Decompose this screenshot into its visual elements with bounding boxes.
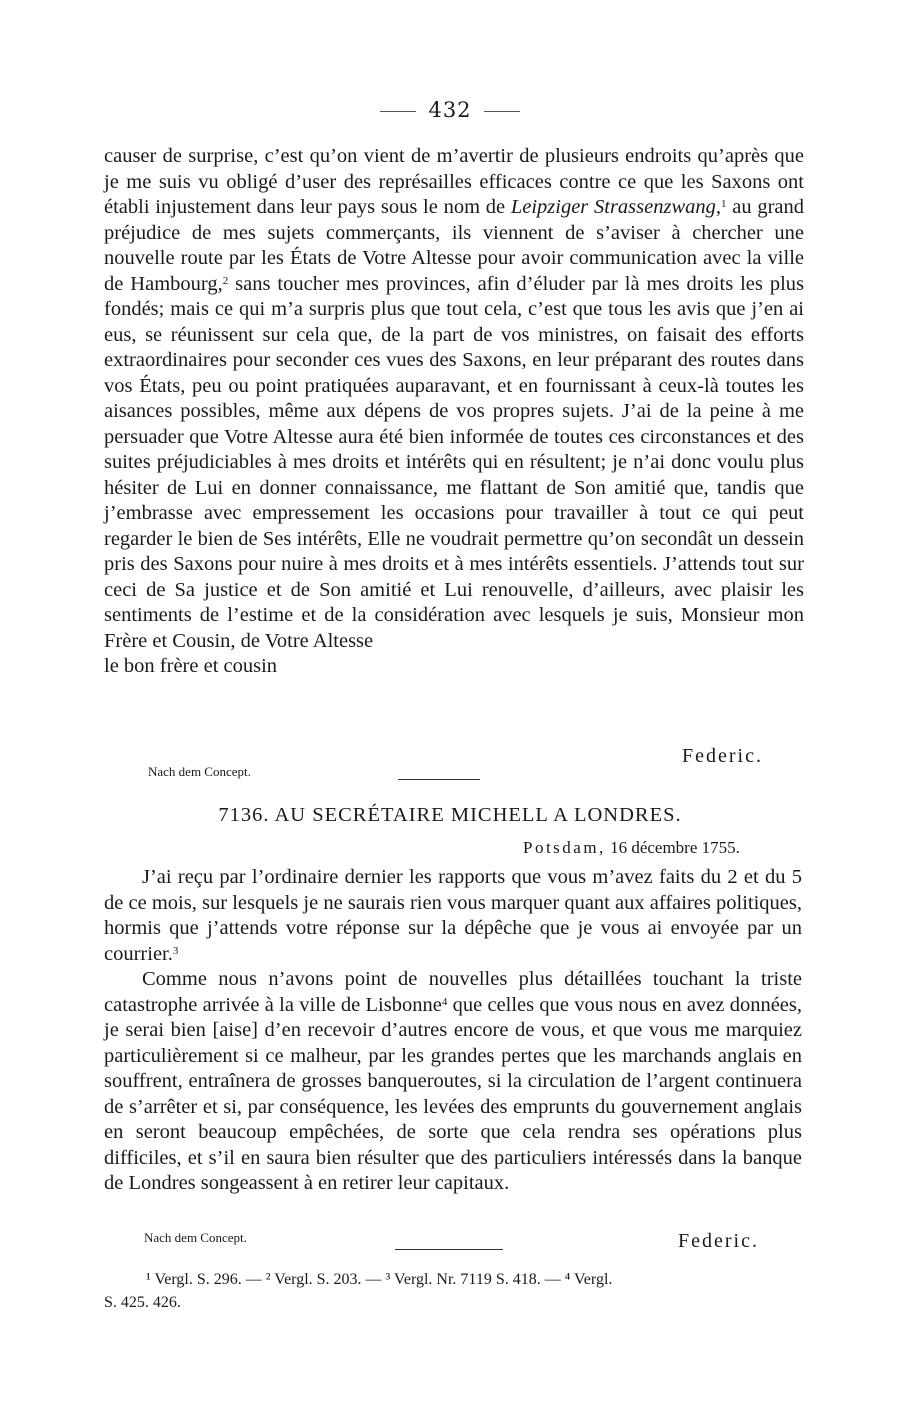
section-divider-2: [395, 1249, 503, 1250]
footnote-ref-3: 3: [172, 944, 179, 957]
footnote-line-2: S. 425. 426.: [104, 1294, 181, 1311]
footnote-line-1: ¹ Vergl. S. 296. — ² Vergl. S. 203. — ³ Vergl. Nr. 7119 S. 418. — ⁴ Vergl.: [146, 1271, 613, 1288]
footnote-ref-2: 2: [222, 274, 229, 287]
section-divider-1: [398, 779, 480, 780]
letter1-text-c: sans toucher mes provinces, afin d’éluder par là mes droits les plus fondés; mais ce qui m’a surpris plus que tout cela, c’est que tous les avis que j’en ai eus, se réunissent sur cela que, de la part de vos ministres, on faisait des efforts extraordinaires pour seconder ces vues des Saxons, en leur préparant des routes dans vos États, peu ou point pratiquées auparavant, et en fournissant à ceux-là toutes les aisances possibles, même aux dépens de vos propres sujets. J’ai de la peine à me persuader que Votre Altesse aura été bien informée de toutes ces circonstances et des suites préjudiciables à mes droits et intérêts qui en résultent; je n’ai donc voulu plus hésiter de Lui en donner connaissance, me flattant de Son amitié que, tandis que j’embrasse avec empressement les occasions pour travailler à tout ce qui peut regarder le bien de Ses intérêts, Elle ne voudrait permettre qu’on secondât un dessein pris des Saxons pour nuire à mes droits et à mes intérêts essentiels. J’attends tout sur ceci de Sa justice et de Son amitié et Lui renouvelle, d’ailleurs, avec plaisir les sentiments de l’estime et de la considération avec lesquels je suis, Monsieur mon Frère et Cousin, de Votre Altesse: [104, 272, 805, 652]
letter2-place: Potsdam,: [523, 838, 606, 857]
letter1-text-a: causer de surprise, c’est qu’on vient de m’avertir de plusieurs endroits qu’après que je me suis vu obligé d’user des représailles efficaces contre ce que les Saxons ont établi injustement dans leur pays sous le nom de: [104, 145, 804, 218]
letter2-para1-text: J’ai reçu par l’ordinaire dernier les rapports que vous m’avez faits du 2 et du 5 de ce mois, sur lesquels je ne saurais rien vous marquer quant aux affaires politiques, hormis que j’attends votre réponse sur la dépêche que je vous ai envoyée par un courrier.: [104, 866, 802, 965]
page-number: 432: [428, 98, 472, 122]
letter1-closing: le bon frère et cousin: [104, 655, 278, 677]
footnote-ref-4: 4: [441, 995, 448, 1008]
letter2-paragraph-1: [104, 865, 802, 967]
letter2-body: [104, 865, 802, 1197]
letter1-body: [104, 144, 804, 680]
footnote-ref-1: 1: [721, 198, 727, 210]
letter1-italic-term: Leipziger Strassenzwang,: [510, 196, 722, 218]
footnotes: [104, 1268, 804, 1314]
letter1-closing-line: [104, 654, 804, 680]
page-header: [0, 98, 900, 128]
letter2-para2-start: Comme nous n’avons point de nouvelles plus détaillées touchant la triste catastrophe arrivée à la ville de Lisbonne: [104, 968, 802, 1016]
letter2-paragraph-2: [104, 967, 802, 1197]
letter1-paragraph: [104, 144, 804, 654]
header-dash-left: [380, 111, 416, 112]
letter2-date: 16 décembre 1755.: [610, 838, 740, 857]
header-dash-right: [484, 111, 520, 112]
letter1-text-b: au grand préjudice de mes sujets commerçants, ils viennent de s’aviser à chercher une nouvelle route par les États de Votre Altesse pour avoir communication avec la ville de Hambourg,: [104, 196, 804, 295]
letter2-signature: Federic.: [678, 1230, 759, 1252]
letter2-para2-rest: que celles que vous nous en avez données, je serai bien [aise] d’en recevoir d’autres encore de vous, et que vous me marquiez particulièrement si ce malheur, par les grandes pertes que les marchands anglais en souffrent, entraînera de grosses banqueroutes, si la circulation de l’argent continuera de s’arrêter et si, par conséquence, les levées des emprunts du gouvernement anglais en seront beaucoup empêchées, de sorte que cela rendra ses opérations plus difficiles, et s’il en saura bien résulter que des particuliers intéressés dans la banque de Londres songeassent à en retirer leur capitaux.: [104, 993, 802, 1194]
letter1-source-note: Nach dem Concept.: [148, 764, 251, 779]
letter2-source-note: Nach dem Concept.: [144, 1230, 247, 1245]
letter2-heading: 7136. AU SECRÉTAIRE MICHELL A LONDRES.: [218, 804, 682, 826]
letter1-signature: Federic.: [682, 745, 763, 767]
letter2-place-date: [523, 838, 740, 858]
